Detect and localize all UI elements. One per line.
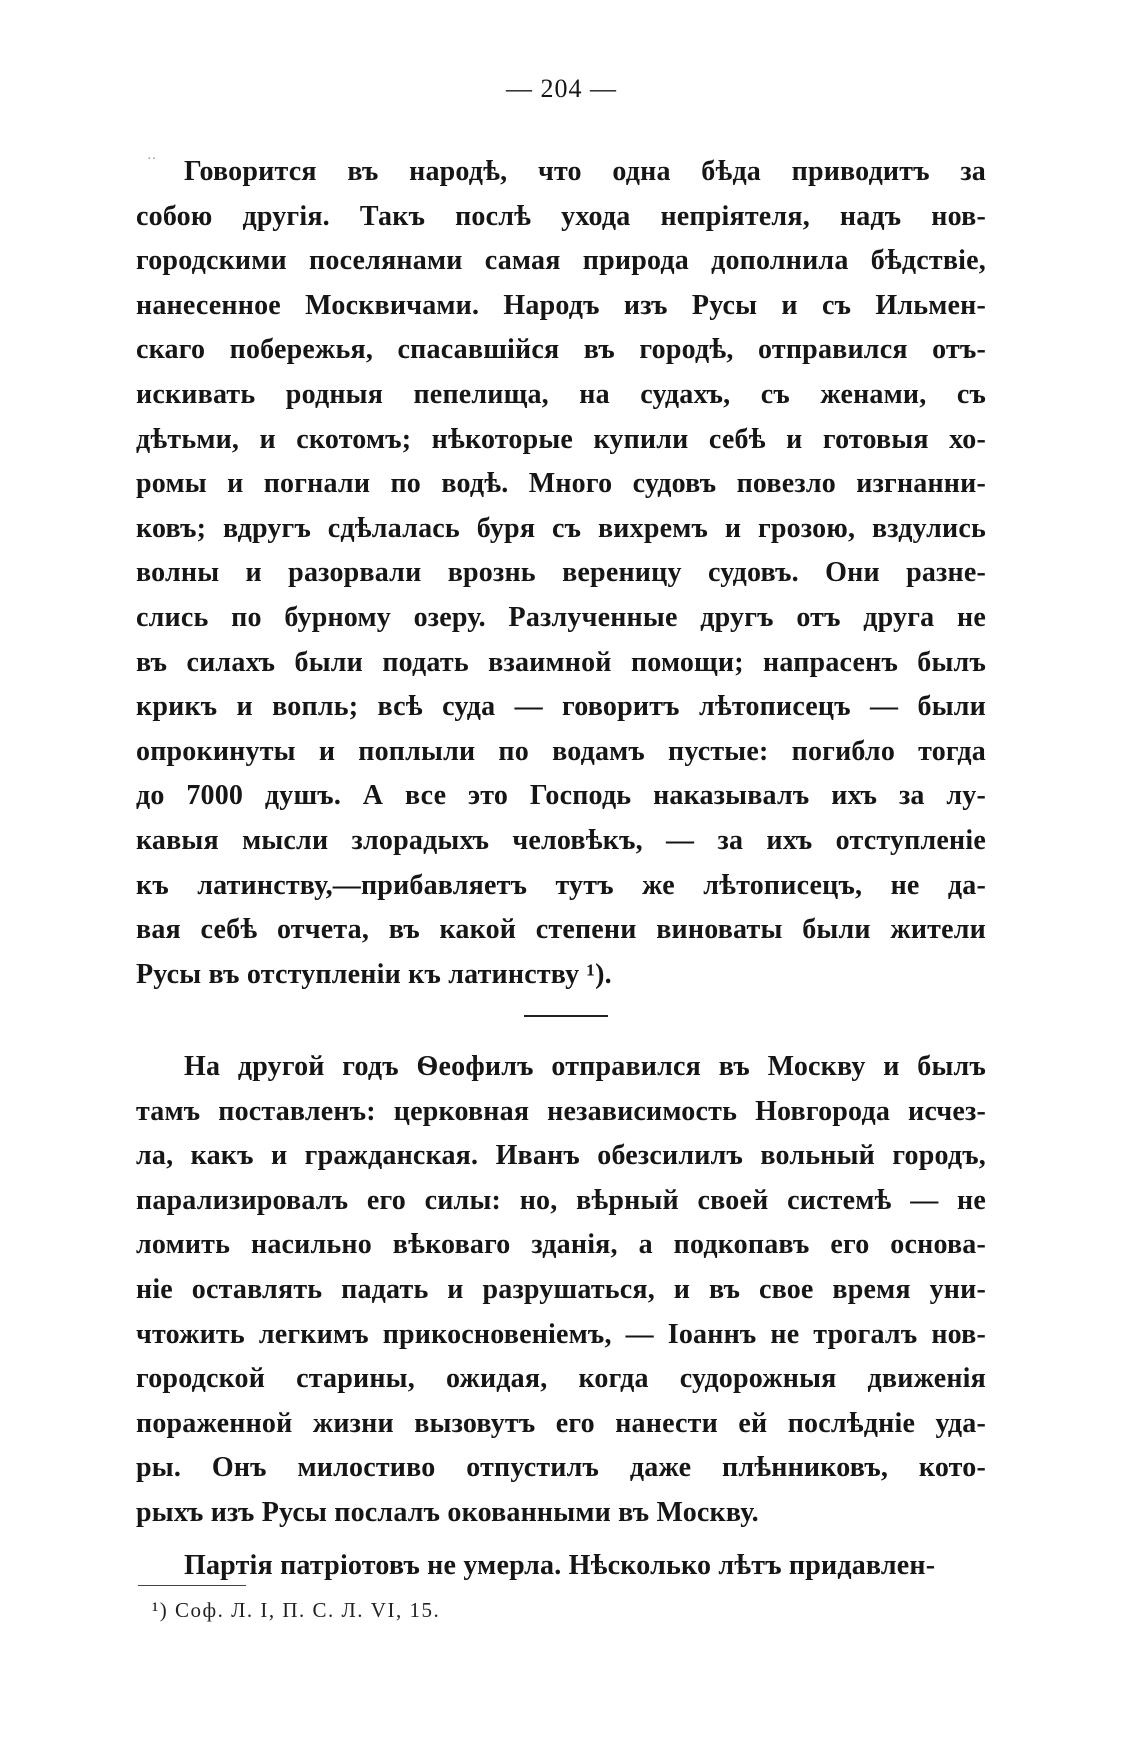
page-number: — 204 — [506, 74, 617, 103]
text-line: волны и разорвали врознь вереницу судовъ. Они разне- [136, 557, 986, 589]
text-line: вая себѣ отчета, въ какой степени виноваты были жители [136, 914, 986, 946]
text-line: На другой годъ Ѳеофилъ отправился въ Москву и былъ [184, 1051, 986, 1082]
text-line: чтожить легкимъ прикосновеніемъ, — Іоаннъ не трогалъ нов- [136, 1318, 986, 1350]
text-line: парализировалъ его силы: но, вѣрный своей системѣ — не [136, 1184, 986, 1216]
text-line: кавыя мысли злорадыхъ человѣкъ, — за ихъ отступленіе [136, 824, 986, 856]
footnote: ¹) Соф. Л. I, П. С. Л. VI, 15. [152, 1598, 441, 1622]
text-line: къ латинству,—прибавляетъ тутъ же лѣтописецъ, не да- [136, 869, 986, 901]
margin-speck: ·· [147, 152, 157, 167]
text-line: крикъ и вопль; всѣ суда — говоритъ лѣтописецъ — были [136, 691, 986, 723]
text-line: искивать родныя пепелища, на судахъ, съ женами, съ [136, 378, 986, 410]
section-separator [524, 1015, 608, 1017]
text-line: дѣтьми, и скотомъ; нѣкоторые купили себѣ и готовыя хо- [136, 423, 986, 455]
text-line: собою другія. Такъ послѣ ухода непріятеля, надъ нов- [136, 200, 986, 232]
text-line: рыхъ изъ Русы послалъ окованными въ Москву. [136, 1496, 759, 1528]
paragraph-1 [136, 150, 986, 997]
text-line: до 7000 душъ. А все это Господь наказывалъ ихъ за лу- [136, 780, 986, 812]
text-line: Партія патріотовъ не умерла. Нѣсколько лѣтъ придавлен- [184, 1549, 936, 1581]
text-line: тамъ поставленъ: церковная независимость Новгорода исчез- [136, 1095, 986, 1127]
text-line: ла, какъ и гражданская. Иванъ обезсилилъ вольный городъ, [136, 1140, 986, 1172]
footnote-rule [138, 1585, 246, 1586]
text-line: ковъ; вдругъ сдѣлалась буря съ вихремъ и грозою, вздулись [136, 512, 986, 544]
paragraph-2 [136, 1045, 986, 1588]
text-line: нанесенное Москвичами. Народъ изъ Русы и съ Ильмен- [136, 289, 986, 321]
text-line: въ силахъ были подать взаимной помощи; напрасенъ былъ [136, 646, 986, 678]
text-line: ры. Онъ милостиво отпустилъ даже плѣнниковъ, кото- [136, 1452, 986, 1484]
text-line: Говорится въ народѣ, что одна бѣда приводитъ за [184, 156, 986, 187]
text-line: городской старины, ожидая, когда судорожныя движенія [136, 1363, 986, 1395]
text-line: опрокинуты и поплыли по водамъ пустые: погибло тогда [136, 735, 986, 767]
text-line: городскими поселянами самая природа дополнила бѣдствіе, [136, 245, 986, 277]
text-line: ніе оставлять падать и разрушаться, и въ свое время уни- [136, 1273, 986, 1305]
text-line: слись по бурному озеру. Разлученные другъ отъ друга не [136, 601, 986, 633]
text-line: Русы въ отступленіи къ латинству ¹). [136, 958, 612, 990]
text-line: скаго побережья, спасавшійся въ городѣ, отправился отъ- [136, 334, 986, 366]
text-line: ломить насильно вѣковаго зданія, а подкопавъ его основа- [136, 1229, 986, 1261]
text-line: пораженной жизни вызовутъ его нанести ей послѣдніе уда- [136, 1407, 986, 1439]
text-line: ромы и погнали по водѣ. Много судовъ повезло изгнанни- [136, 468, 986, 500]
